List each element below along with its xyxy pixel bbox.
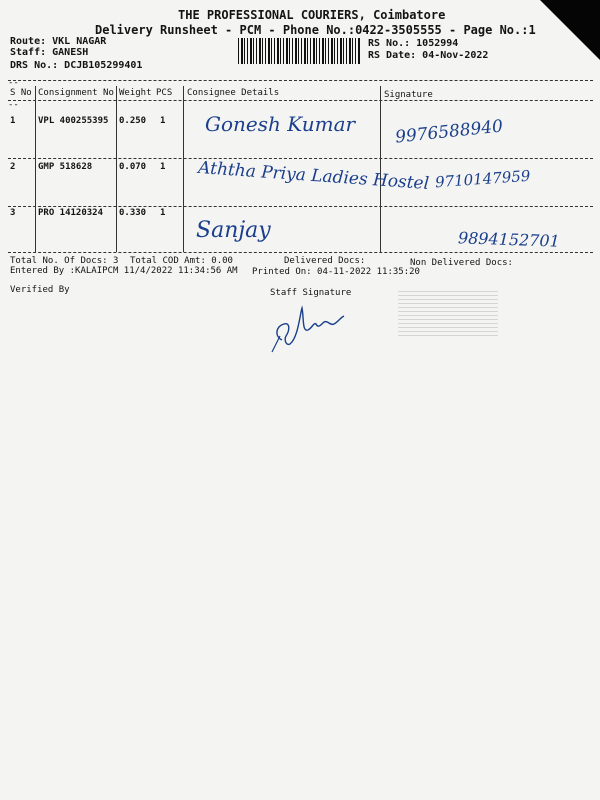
handwritten-recipient-phone: 9894152701: [457, 228, 561, 251]
row-pcs: 1: [160, 116, 166, 126]
column-header-sno: S No: [10, 88, 32, 98]
route-label: Route: VKL NAGAR: [10, 36, 107, 47]
drs-number: DRS No.: DCJB105299401: [10, 60, 143, 71]
column-header-consignee: Consignee Details: [187, 88, 280, 98]
handwritten-consignee-name: Gonesh Kumar: [205, 112, 356, 136]
delivered-docs: Delivered Docs:: [284, 256, 366, 266]
header-rule: [8, 100, 593, 101]
rs-number: RS No.: 1052994: [368, 38, 459, 49]
company-name: THE PROFESSIONAL COURIERS, Coimbatore: [178, 8, 446, 22]
staff-signature-scribble: [268, 296, 348, 356]
staff-signature-label: Staff Signature: [270, 288, 352, 298]
row-sno: 3: [10, 208, 16, 218]
row-consignment-no: PRO 14120324: [38, 208, 104, 218]
barcode-image: [238, 38, 360, 64]
row-rule: [8, 206, 593, 207]
rs-date: RS Date: 04-Nov-2022: [368, 50, 489, 61]
table-bottom-rule: [8, 252, 593, 253]
row-pcs: 1: [160, 208, 166, 218]
row-consignment-no: GMP 518628: [38, 162, 93, 172]
handwritten-consignee-name: Sanjay: [196, 218, 271, 243]
verified-by: Verified By: [10, 285, 70, 295]
staff-label: Staff: GANESH: [10, 47, 89, 58]
row-sno: 1: [10, 116, 16, 126]
row-weight: 0.330: [119, 208, 147, 218]
non-delivered-docs: Non Delivered Docs:: [410, 258, 513, 268]
runsheet-title: Delivery Runsheet - PCM - Phone No.:0422-3505555 - Page No.:1: [95, 23, 536, 37]
row-rule: [8, 158, 593, 159]
col-divider: [35, 86, 36, 252]
handwritten-consignee-name: Aththa Priya Ladies Hostel: [197, 157, 430, 195]
column-header-weight: Weight: [119, 88, 152, 98]
handwritten-recipient-phone: 9976588940: [394, 116, 504, 148]
row-weight: 0.250: [119, 116, 147, 126]
col-divider: [116, 86, 117, 252]
total-cod-amount: Total COD Amt: 0.00: [130, 256, 233, 266]
handwritten-recipient-phone: 9710147959: [434, 166, 531, 192]
table-top-rule: [8, 80, 593, 81]
row-sno: 2: [10, 162, 16, 172]
column-header-pcs: PCS: [156, 88, 173, 98]
faded-stamp-mark: [398, 288, 498, 336]
total-docs: Total No. Of Docs: 3: [10, 256, 119, 266]
col-divider: [380, 86, 381, 252]
scan-corner-shadow: [540, 0, 600, 60]
row-consignment-no: VPL 400255395: [38, 116, 109, 126]
printed-on: Printed On: 04-11-2022 11:35:20: [252, 267, 420, 277]
row-pcs: 1: [160, 162, 166, 172]
column-header-signature: Signature: [384, 90, 433, 100]
row-weight: 0.070: [119, 162, 147, 172]
col-divider: [183, 86, 184, 252]
entered-by: Entered By :KALAIPCM 11/4/2022 11:34:56 AM: [10, 266, 238, 276]
column-header-consignment: Consignment No: [38, 88, 114, 98]
